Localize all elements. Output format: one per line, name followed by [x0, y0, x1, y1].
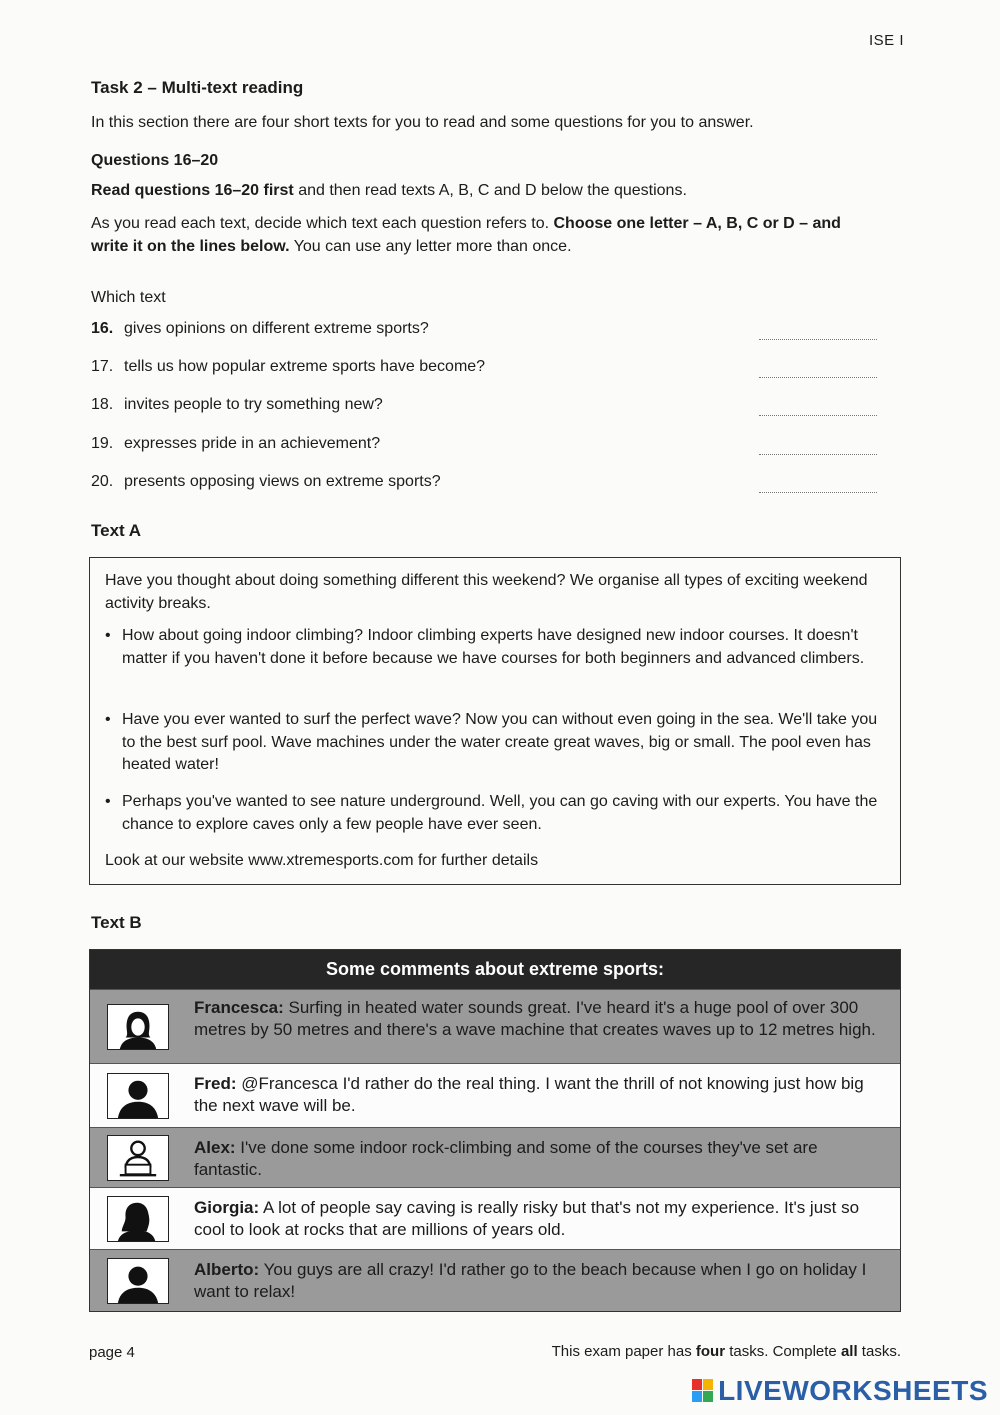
question-text: expresses pride in an achievement?	[124, 435, 381, 452]
question-number: 16.	[91, 320, 114, 337]
answer-line-16[interactable]	[759, 339, 877, 340]
question-20	[91, 473, 881, 497]
laptop-user-avatar-icon	[107, 1135, 169, 1181]
male-avatar-icon	[107, 1258, 169, 1304]
comment-text	[194, 1259, 884, 1303]
logo-text: LIVEWORKSHEETS	[718, 1375, 988, 1406]
female-profile-avatar-icon	[107, 1196, 169, 1242]
instruction-2-end: You can use any letter more than once.	[289, 238, 572, 255]
comment-body: You guys are all crazy! I'd rather go to the beach because when I go on holiday I want to relax!	[194, 1260, 867, 1301]
page-number: page 4	[89, 1344, 135, 1361]
text-b-heading: Some comments about extreme sports:	[90, 950, 900, 989]
text-a-intro: Have you thought about doing something different this weekend? We organise all types of exciting weekend activity breaks.	[105, 572, 868, 612]
commenter-name: Fred:	[194, 1074, 237, 1093]
comment-text	[194, 1137, 884, 1181]
question-number: 19.	[91, 435, 114, 452]
male-avatar-icon	[107, 1073, 169, 1119]
question-text: gives opinions on different extreme sports?	[124, 320, 429, 337]
question-number: 18.	[91, 396, 114, 413]
female-avatar-icon	[107, 1004, 169, 1050]
comment-body: Surfing in heated water sounds great. I've heard it's a huge pool of over 300 metres by 50 metres and there's a wave machine that creates waves up to 12 metres high.	[194, 998, 876, 1039]
comment-row	[90, 1063, 900, 1127]
question-16	[91, 320, 881, 344]
instruction-2-bold: Choose one letter – A, B, C or D – and write it on the lines below.	[91, 215, 841, 255]
text-a-label: Text A	[91, 521, 142, 540]
note-bold-four: four	[695, 1343, 726, 1360]
text-a-bullet-caving: • Perhaps you've wanted to see nature underground. Well, you can go caving with our experts. You have the chance to explore caves only a few people have ever seen.	[105, 791, 890, 836]
exam-note	[552, 1343, 901, 1360]
question-18	[91, 396, 881, 420]
task-title: Task 2 – Multi-text reading	[91, 78, 304, 97]
answer-line-19[interactable]	[759, 454, 877, 455]
instruction-1-rest: and then read texts A, B, C and D below the questions.	[293, 182, 687, 199]
comment-body: I've done some indoor rock-climbing and some of the courses they've set are fantastic.	[194, 1138, 818, 1179]
comment-body: A lot of people say caving is really risky but that's not my experience. It's just so cool to look at rocks that are millions of years old.	[194, 1198, 860, 1239]
comment-body: @Francesca I'd rather do the real thing. I want the thrill of not knowing just how big the next wave will be.	[194, 1074, 864, 1115]
text-b-label: Text B	[91, 913, 142, 932]
comment-row	[90, 989, 900, 1063]
task-intro: In this section there are four short texts for you to read and some questions for you to answer.	[91, 114, 754, 131]
comment-text	[194, 997, 884, 1041]
question-stem: Which text	[91, 289, 166, 306]
text-a-bullet-climbing: • How about going indoor climbing? Indoor climbing experts have designed new indoor courses. It doesn't matter if you haven't done it before because we have courses for both beginners and advanced climbers.	[105, 625, 890, 670]
instruction-2-start: As you read each text, decide which text each question refers to.	[91, 215, 554, 232]
exam-code: ISE I	[868, 32, 904, 49]
answer-line-17[interactable]	[759, 377, 877, 378]
question-number: 17.	[91, 358, 114, 375]
question-text: presents opposing views on extreme sports?	[124, 473, 441, 490]
instruction-1-bold: Read questions 16–20 first	[91, 182, 294, 199]
question-number: 20.	[91, 473, 114, 490]
commenter-name: Alberto:	[194, 1260, 260, 1279]
comment-text	[194, 1197, 884, 1241]
commenter-name: Giorgia:	[194, 1198, 260, 1217]
answer-line-20[interactable]	[759, 492, 877, 493]
answer-line-18[interactable]	[759, 415, 877, 416]
liveworksheets-mark-icon	[692, 1379, 714, 1403]
comment-text	[194, 1073, 884, 1117]
text-b-box	[89, 949, 901, 1312]
note-part: tasks.	[857, 1343, 901, 1360]
question-19	[91, 435, 881, 459]
instruction-2	[91, 212, 881, 258]
question-text: invites people to try something new?	[124, 396, 383, 413]
question-text: tells us how popular extreme sports have become?	[124, 358, 486, 375]
liveworksheets-logo	[692, 1374, 988, 1408]
note-part: This exam paper has	[551, 1343, 696, 1360]
comment-row	[90, 1187, 900, 1249]
note-bold-all: all	[840, 1343, 858, 1360]
commenter-name: Francesca:	[194, 998, 284, 1017]
text-a-box	[89, 557, 901, 885]
comment-row	[90, 1249, 900, 1311]
commenter-name: Alex:	[194, 1138, 236, 1157]
question-17	[91, 358, 881, 382]
text-a-footer: Look at our website www.xtremesports.com for further details	[105, 852, 539, 869]
instruction-1	[91, 179, 891, 202]
text-a-bullet-surfing: • Have you ever wanted to surf the perfect wave? Now you can without even going in the sea. We'll take you to the best surf pool. Wave machines under the water create great waves, big or small. The pool even has heated water!	[105, 709, 890, 777]
questions-heading: Questions 16–20	[91, 152, 219, 169]
comment-row	[90, 1127, 900, 1187]
note-part: tasks. Complete	[725, 1343, 841, 1360]
